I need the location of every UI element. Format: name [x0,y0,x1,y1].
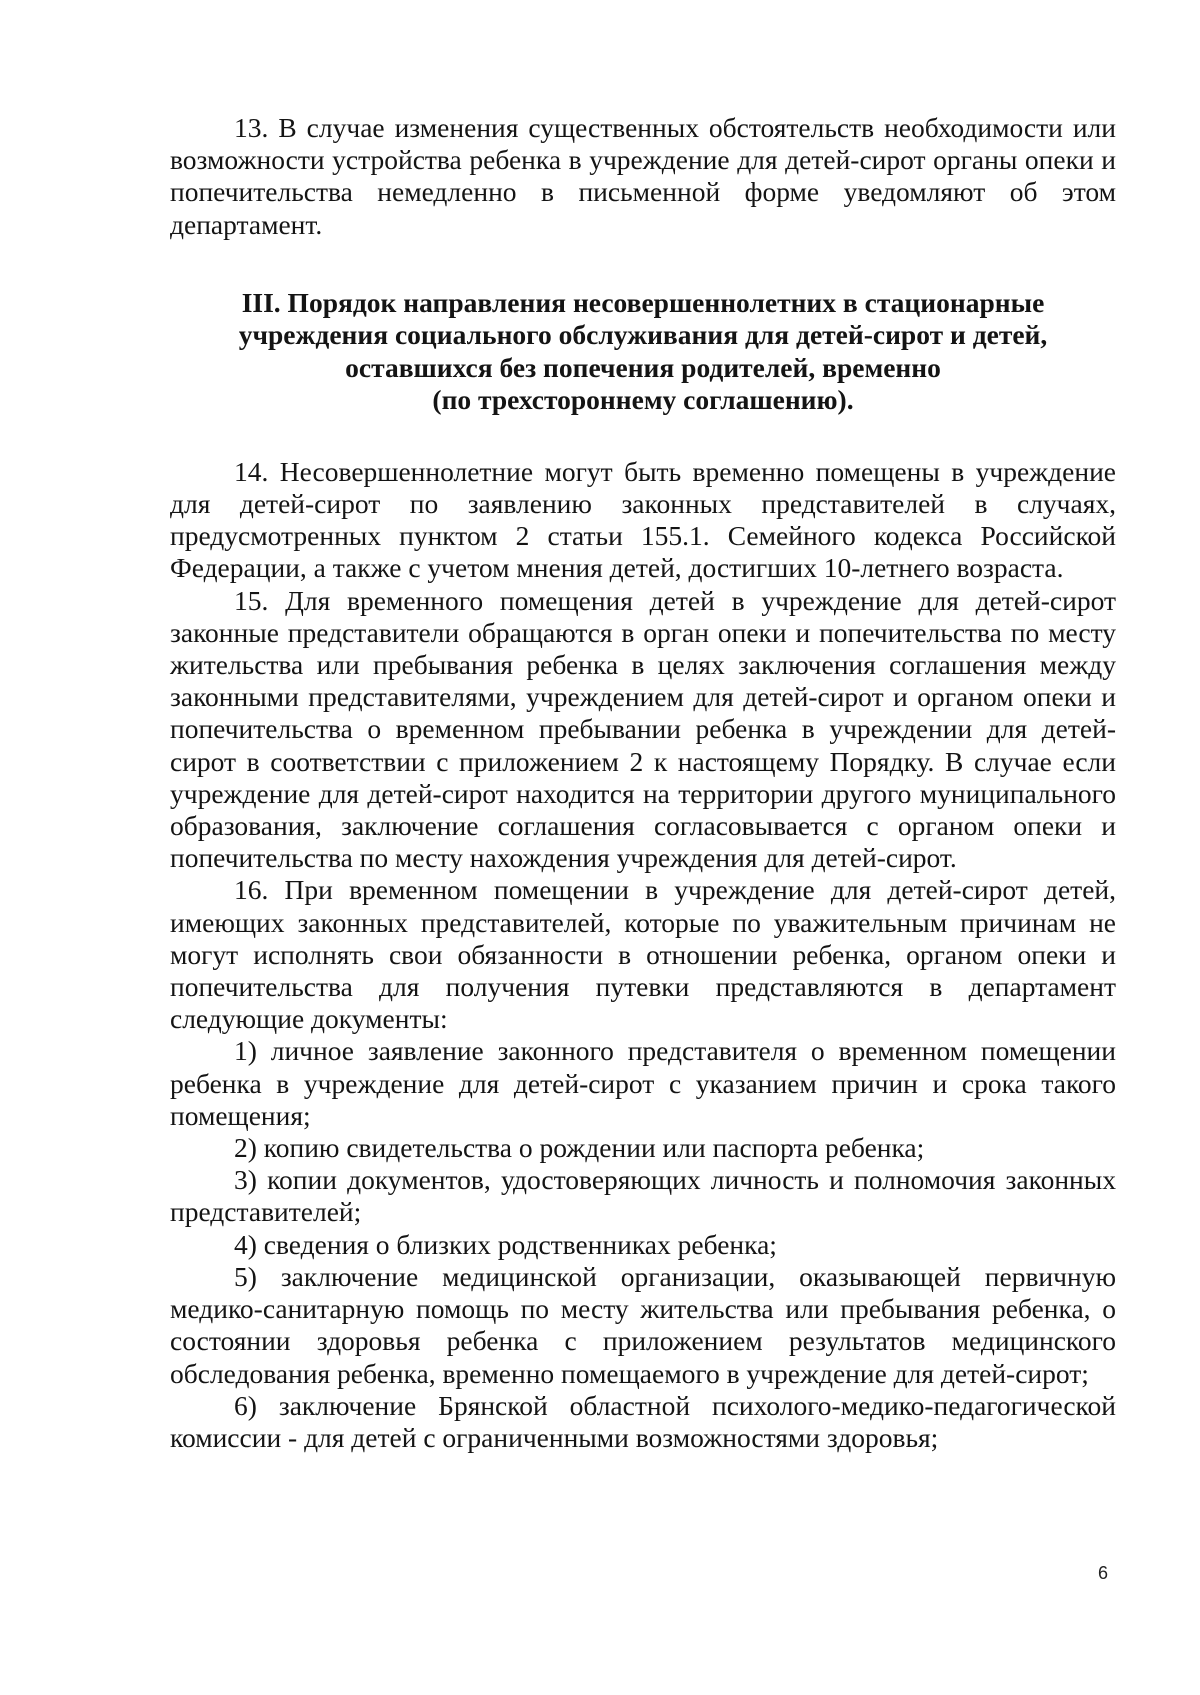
list-item-3: 3) копии документов, удостоверяющих личность и полномочия законных представителей; [170,1164,1116,1228]
paragraph-14: 14. Несовершеннолетние могут быть временно помещены в учреждение для детей-сирот по заявлению законных представителей в случаях, предусмотренных пунктом 2 статьи 155.1. Семейного кодекса Российской Федерации, а также с учетом мнения детей, достигших 10-летнего возраста. [170,455,1116,584]
list-item-4: 4) сведения о близких родственниках ребенка; [234,1228,777,1260]
list-item-5: 5) заключение медицинской организации, оказывающей первичную медико-санитарную помощь по месту жительства или пребывания ребенка, о состоянии здоровья ребенка с приложением результатов медицинского обследования ребенка, временно помещаемого в учреждение для детей-сирот; [170,1260,1116,1389]
paragraph-15: 15. Для временного помещения детей в учреждение для детей-сирот законные представители обращаются в орган опеки и попечительства по месту жительства или пребывания ребенка в целях заключения соглашения между законными представителями, учреждением для детей-сирот и органом опеки и попечительства о временном пребывании ребенка в учреждении для детей-сирот в соответствии с приложением 2 к настоящему Порядку. В случае если учреждение для детей-сирот находится на территории другого муниципального образования, заключение соглашения согласовывается с органом опеки и попечительства по месту нахождения учреждения для детей-сирот. [170,584,1116,874]
page-number: 6 [1098,1563,1109,1583]
list-item-6: 6) заключение Брянской областной психолого-медико-педагогической комиссии - для детей с ограниченными возможностями здоровья; [170,1389,1116,1453]
paragraph-13: 13. В случае изменения существенных обстоятельств необходимости или возможности устройства ребенка в учреждение для детей-сирот органы опеки и попечительства немедленно в письменной форме уведомляют об этом департамент. [170,112,1116,240]
section-title [170,287,1116,417]
section-title-line: (по трехстороннему соглашению). [432,384,854,416]
list-item-2: 2) копию свидетельства о рождении или паспорта ребенка; [234,1132,925,1164]
section-title-line: III. Порядок направления несовершеннолетних в стационарные [241,286,1045,318]
list-item-1: 1) личное заявление законного представителя о временном помещении ребенка в учреждение для детей-сирот с указанием причин и срока такого помещения; [170,1035,1116,1131]
document-page [170,112,1116,1454]
paragraph-16: 16. При временном помещении в учреждение для детей-сирот детей, имеющих законных представителей, которые по уважительным причинам не могут исполнять свои обязанности в отношении ребенка, органом опеки и попечительства для получения путевки представляются в департамент следующие документы: [170,874,1116,1035]
section-title-line: учреждения социального обслуживания для детей-сирот и детей, [238,319,1048,351]
section-title-line: оставшихся без попечения родителей, временно [345,351,941,383]
